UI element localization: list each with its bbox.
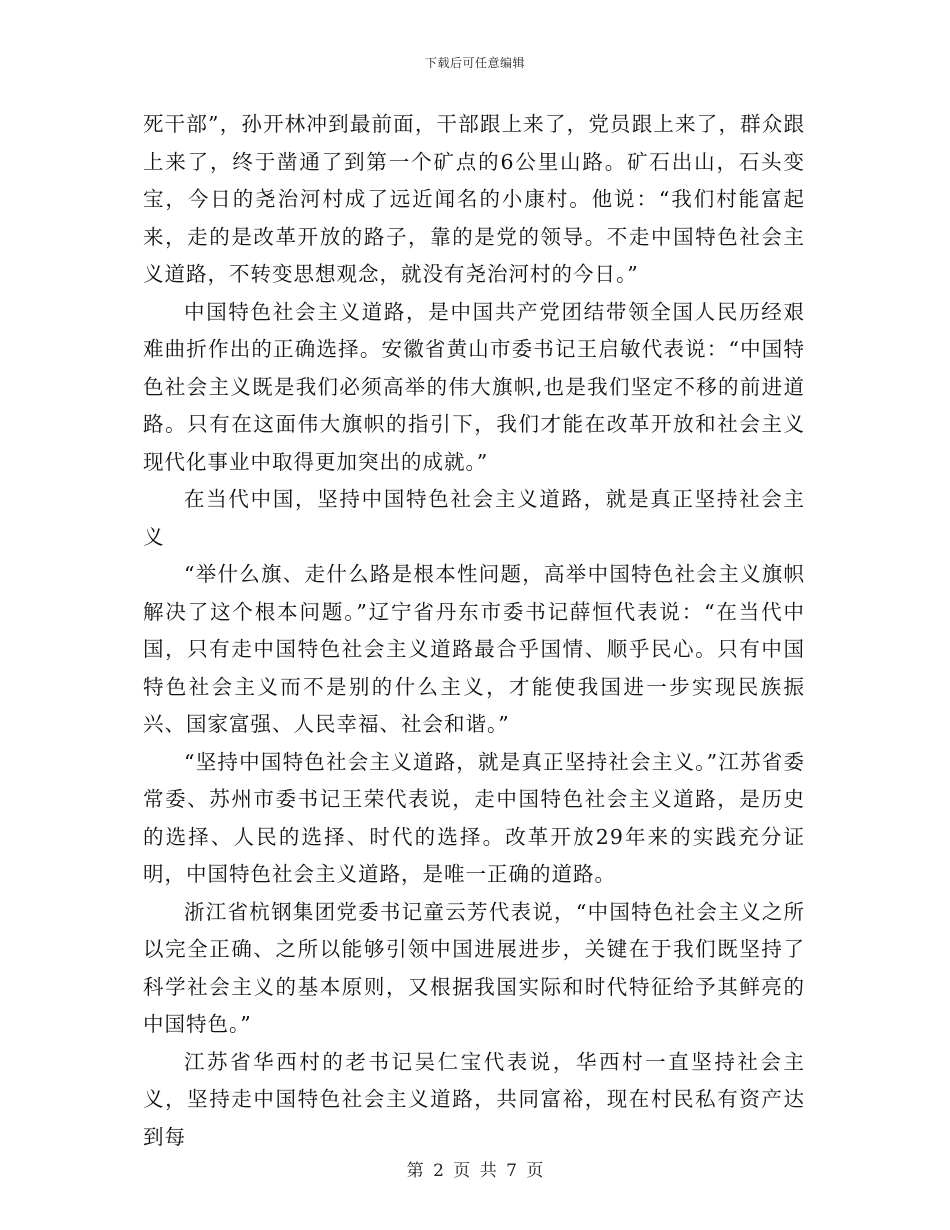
paragraph-2: 中国特色社会主义道路，是中国共产党团结带领全国人民历经艰难曲折作出的正确选择。安徽省黄山市委书记王启敏代表说：“中国特色社会主义既是我们必须高举的伟大旗帜,也是我们坚定不移的前进道路。只有在这面伟大旗帜的指引下，我们才能在改革开放和社会主义现代化事业中取得更加突出的成就。” (143, 299, 805, 474)
paragraph-5: “坚持中国特色社会主义道路，就是真正坚持社会主义。”江苏省委常委、苏州市委书记王荣代表说，走中国特色社会主义道路，是历史的选择、人民的选择、时代的选择。改革开放29年来的实践充分证明，中国特色社会主义道路，是唯一正确的道路。 (143, 749, 805, 886)
paragraph-7: 江苏省华西村的老书记吴仁宝代表说，华西村一直坚持社会主义，坚持走中国特色社会主义道路，共同富裕，现在村民私有资产达到每 (143, 1049, 805, 1149)
paragraph-3: 在当代中国，坚持中国特色社会主义道路，就是真正坚持社会主义 (143, 487, 805, 549)
paragraph-4: “举什么旗、走什么路是根本性问题，高举中国特色社会主义旗帜解决了这个根本问题。”辽宁省丹东市委书记薛恒代表说：“在当代中国，只有走中国特色社会主义道路最合乎国情、顺乎民心。只有中国特色社会主义而不是别的什么主义，才能使我国进一步实现民族振兴、国家富强、人民幸福、社会和谐。” (143, 562, 805, 736)
paragraph-1: 死干部”，孙开林冲到最前面，干部跟上来了，党员跟上来了，群众跟上来了，终于凿通了到第一个矿点的6公里山路。矿石出山，石头变宝，今日的尧治河村成了远近闻名的小康村。他说：“我们村能富起来，走的是改革开放的路子，靠的是党的领导。不走中国特色社会主义道路，不转变思想观念，就没有尧治河村的今日。” (143, 112, 805, 286)
page-header: 下载后可任意编辑 (424, 56, 525, 70)
paragraph-6: 浙江省杭钢集团党委书记童云芳代表说，“中国特色社会主义之所以完全正确、之所以能够引领中国进展进步，关键在于我们既坚持了科学社会主义的基本原则，又根据我国实际和时代特征给予其鲜亮的中国特色。” (143, 899, 805, 1036)
document-body (143, 106, 805, 1156)
page-footer: 第 2 页 共 7 页 (406, 1161, 544, 1181)
